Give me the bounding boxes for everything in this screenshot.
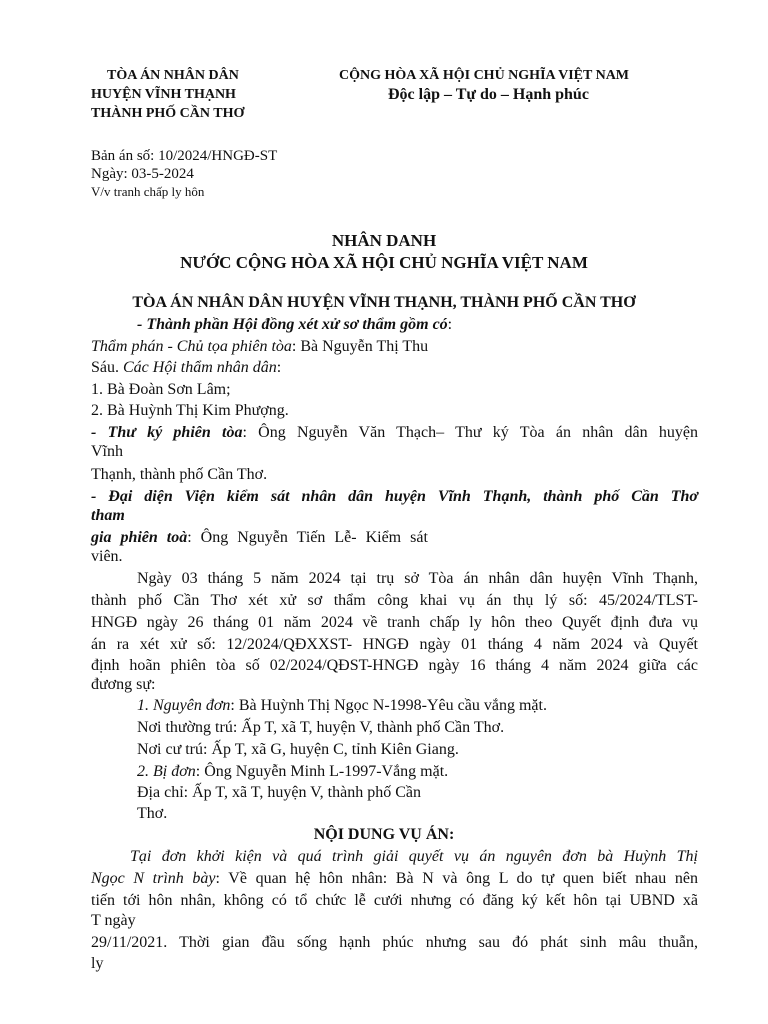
procuracy-line-cont: tham (91, 507, 125, 524)
plaintiff-line: 1. Nguyên đơn: Bà Huỳnh Thị Ngọc N-1998-Yêu cầu vắng mặt. (137, 697, 547, 714)
hearing-para-line3: HNGĐ ngày 26 tháng 01 năm 2024 về tranh chấp ly hôn theo Quyết định đưa vụ (91, 614, 698, 631)
clerk-line-end: Thạnh, thành phố Cần Thơ. (91, 466, 268, 483)
defendant-address-end: Thơ. (137, 805, 168, 822)
juror-1: 1. Bà Đoàn Sơn Lâm; (91, 381, 231, 398)
case-number: Bản án số: 10/2024/HNGĐ-ST (91, 148, 278, 164)
hearing-para-line6: đương sự: (91, 676, 156, 693)
judge-line: Thẩm phán - Chủ tọa phiên tòa: Bà Nguyễn Thị Thu (91, 338, 429, 355)
hearing-para-line2: thành phố Cần Thơ xét xử sơ thẩm công khai vụ án thụ lý số: 45/2024/TLST- (91, 592, 698, 609)
plaintiff-living: Nơi cư trú: Ấp T, xã G, huyện C, tỉnh Kiên Giang. (137, 741, 459, 758)
content-para-line4: T ngày (91, 912, 136, 929)
case-subject: V/v tranh chấp ly hôn (91, 184, 205, 199)
national-title: CỘNG HÒA XÃ HỘI CHỦ NGHĨA VIỆT NAM (339, 68, 630, 83)
clerk-line: - Thư ký phiên tòa: Ông Nguyễn Văn Thạch– Thư ký Tòa án nhân dân huyện (91, 424, 698, 441)
court-name-line3: THÀNH PHỐ CẦN THƠ (91, 106, 245, 121)
section-title: NỘI DUNG VỤ ÁN: (313, 826, 455, 843)
content-para-line1: Tại đơn khởi kiện và quá trình giải quyết vụ án nguyên đơn bà Huỳnh Thị (130, 848, 698, 865)
in-the-name-of: NHÂN DANH (331, 231, 437, 250)
defendant-address: Địa chỉ: Ấp T, xã T, huyện V, thành phố Cần (137, 784, 421, 801)
court-heading: TÒA ÁN NHÂN DÂN HUYỆN VĨNH THẠNH, THÀNH PHỐ CẦN THƠ (132, 294, 636, 311)
hearing-para-line5: định hoãn phiên tòa số 02/2024/QĐST-HNGĐ ngày 16 tháng 4 năm 2024 giữa các (91, 657, 698, 674)
court-name-line1: TÒA ÁN NHÂN DÂN (107, 68, 239, 83)
court-name-line2: HUYỆN VĨNH THẠNH (91, 87, 236, 102)
case-date: Ngày: 03-5-2024 (91, 166, 194, 182)
hearing-para-line1: Ngày 03 tháng 5 năm 2024 tại trụ sở Tòa án nhân dân huyện Vĩnh Thạnh, (137, 570, 698, 587)
panel-heading: - Thành phần Hội đồng xét xử sơ thẩm gồm có: (137, 316, 453, 333)
procuracy-line: - Đại diện Viện kiểm sát nhân dân huyện Vĩnh Thạnh, thành phố Cần Thơ (91, 488, 698, 505)
juror-2: 2. Bà Huỳnh Thị Kim Phượng. (91, 402, 289, 419)
jurors-line: Sáu. Các Hội thẩm nhân dân: (91, 359, 282, 376)
clerk-line-cont: Vĩnh (91, 443, 123, 460)
content-para-line6: ly (91, 955, 104, 972)
country-name: NƯỚC CỘNG HÒA XÃ HỘI CHỦ NGHĨA VIỆT NAM (180, 253, 588, 272)
content-para-line5: 29/11/2021. Thời gian đầu sống hạnh phúc nhưng sau đó phát sinh mâu thuẫn, (91, 934, 698, 951)
procuracy-rep-end: viên. (91, 548, 123, 565)
procuracy-rep: gia phiên toà: Ông Nguyễn Tiến Lễ- Kiểm sát (91, 529, 428, 546)
content-para-line2: Ngọc N trình bày: Về quan hệ hôn nhân: Bà N và ông L do tự quen biết nhau nên (91, 870, 698, 887)
hearing-para-line4: án ra xét xử số: 12/2024/QĐXXST- HNGĐ ngày 01 tháng 4 năm 2024 và Quyết (91, 636, 698, 653)
plaintiff-residence: Nơi thường trú: Ấp T, xã T, huyện V, thành phố Cần Thơ. (137, 719, 505, 736)
content-para-line3: tiến tới hôn nhân, không có tổ chức lễ cưới nhưng có đăng ký kết hôn tại UBND xã (91, 892, 698, 909)
national-motto: Độc lập – Tự do – Hạnh phúc (388, 86, 589, 103)
defendant-line: 2. Bị đơn: Ông Nguyễn Minh L-1997-Vắng mặt. (137, 763, 449, 780)
